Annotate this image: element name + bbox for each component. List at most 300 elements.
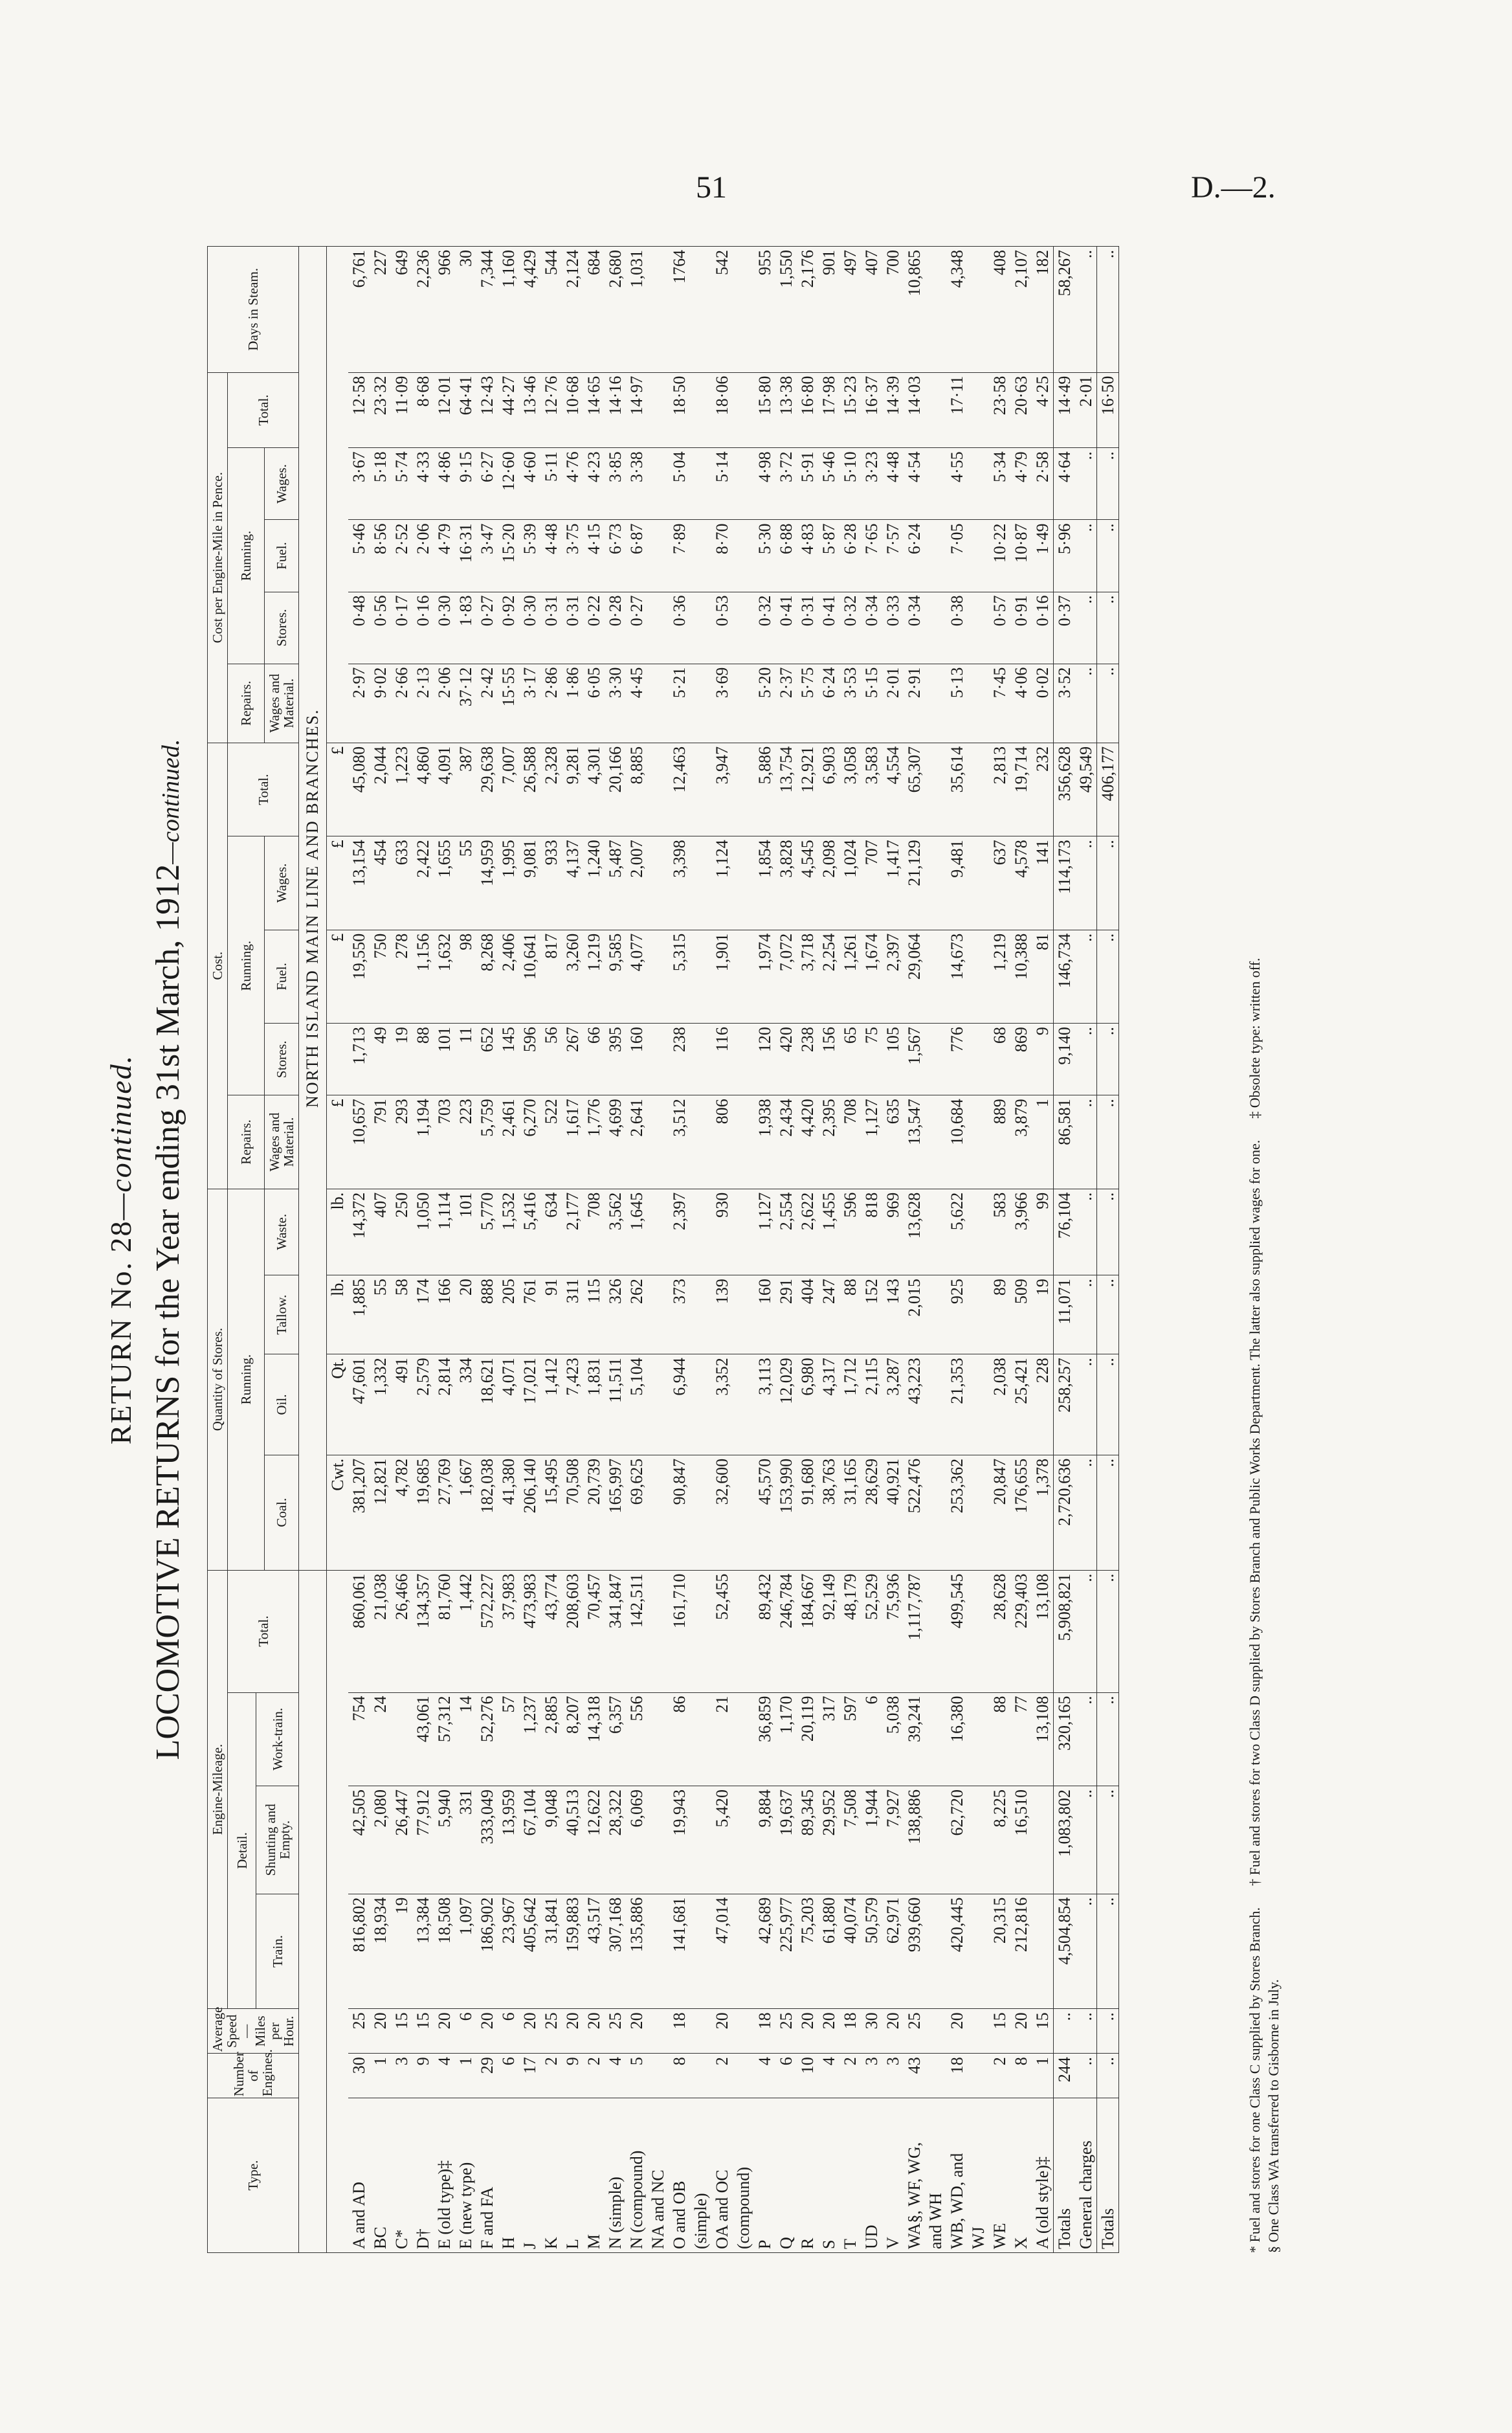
cell-tot: 49,549 <box>1075 743 1097 836</box>
cell-type: V <box>882 2098 904 2253</box>
cell-coal: 182,038 <box>476 1455 498 1570</box>
cell-wages <box>647 836 669 930</box>
cell-p_wag: 4·98 <box>754 448 775 520</box>
cell-p_tot: 16·37 <box>861 372 882 448</box>
cell-coal: 1,378 <box>1032 1455 1054 1570</box>
cell-oil: 47,601 <box>348 1354 370 1455</box>
cell-fuel: 1,219 <box>583 930 605 1023</box>
cell-stores: 869 <box>1010 1024 1032 1095</box>
cell-coal: 153,990 <box>775 1455 797 1570</box>
cell-days <box>690 247 711 373</box>
cell-type: E (old type)‡ <box>434 2098 455 2253</box>
header-work-train: Work-train. <box>256 1692 299 1786</box>
table-row <box>519 247 540 2253</box>
cell-tallow: 373 <box>669 1275 690 1354</box>
cell-days: 182 <box>1032 247 1054 373</box>
cell-p_fuel: 3·75 <box>562 520 583 592</box>
cell-p_rep: 5·75 <box>797 664 818 743</box>
header-oil: Oil. <box>265 1354 299 1455</box>
cell-p_fuel: .. <box>1075 520 1097 592</box>
cell-stores: 145 <box>498 1024 519 1095</box>
cell-speed: .. <box>1097 2009 1119 2054</box>
cell-rep: 889 <box>989 1095 1010 1189</box>
cell-work <box>925 1692 946 1786</box>
cell-train <box>968 1894 989 2009</box>
cell-wages: 454 <box>370 836 391 930</box>
cell-tallow: 404 <box>797 1275 818 1354</box>
cell-p_rep: 2·42 <box>476 664 498 743</box>
cell-speed: 20 <box>476 2009 498 2054</box>
cell-num <box>968 2054 989 2098</box>
cell-p_tot <box>925 372 946 448</box>
cell-num: 5 <box>626 2054 647 2098</box>
cell-train: 420,445 <box>946 1894 968 2009</box>
cell-type: (compound) <box>733 2098 754 2253</box>
cell-stores: 1,713 <box>348 1024 370 1095</box>
cell-stores: 11 <box>455 1024 476 1095</box>
cell-speed: 6 <box>455 2009 476 2054</box>
cell-oil: 334 <box>455 1354 476 1455</box>
cell-oil: 17,021 <box>519 1354 540 1455</box>
cell-days: 4,429 <box>519 247 540 373</box>
unit-oil: Qt. <box>327 1354 349 1455</box>
cell-shunt <box>647 1786 669 1894</box>
cell-shunt: 89,345 <box>797 1786 818 1894</box>
cell-coal: 27,769 <box>434 1455 455 1570</box>
cell-work: 52,276 <box>476 1692 498 1786</box>
cell-shunt: 5,420 <box>711 1786 733 1894</box>
cell-coal: 165,997 <box>605 1455 626 1570</box>
cell-tot: 1,223 <box>391 743 412 836</box>
cell-p_wag <box>647 448 669 520</box>
cell-speed: .. <box>1075 2009 1097 2054</box>
cell-coal: 381,207 <box>348 1455 370 1570</box>
cell-wages: 2,007 <box>626 836 647 930</box>
cell-tot <box>968 743 989 836</box>
cell-tot <box>690 743 711 836</box>
cell-days: 901 <box>818 247 839 373</box>
cell-total: 81,760 <box>434 1570 455 1692</box>
cell-coal: 4,782 <box>391 1455 412 1570</box>
header-detail: Detail. <box>228 1692 256 2009</box>
cell-p_st <box>968 592 989 664</box>
cell-stores: 156 <box>818 1024 839 1095</box>
cell-oil: 3,287 <box>882 1354 904 1455</box>
header-pence-stores: Stores. <box>265 592 299 664</box>
cell-fuel: 750 <box>370 930 391 1023</box>
cell-speed: 6 <box>498 2009 519 2054</box>
table-row <box>562 247 583 2253</box>
cell-stores: 652 <box>476 1024 498 1095</box>
cell-stores: 120 <box>754 1024 775 1095</box>
cell-coal: 38,763 <box>818 1455 839 1570</box>
cell-waste: 634 <box>540 1189 562 1275</box>
cell-total: 860,061 <box>348 1570 370 1692</box>
cell-train: 62,971 <box>882 1894 904 2009</box>
cell-work: 20,119 <box>797 1692 818 1786</box>
cell-p_st: 0·37 <box>1054 592 1076 664</box>
cell-tallow <box>647 1275 669 1354</box>
cell-fuel: 98 <box>455 930 476 1023</box>
cell-wages: 4,545 <box>797 836 818 930</box>
cell-wages: 9,081 <box>519 836 540 930</box>
footnote-2: † Fuel and stores for two Class D supplied by Stores Branch and Public Works Department. The latter also supplied wages for one. <box>1247 1139 1263 1886</box>
table-row <box>626 247 647 2253</box>
cell-num: 6 <box>775 2054 797 2098</box>
cell-stores: 101 <box>434 1024 455 1095</box>
cell-wages: 3,828 <box>775 836 797 930</box>
cell-stores: 116 <box>711 1024 733 1095</box>
header-pence-wages-material: Wages and Material. <box>265 664 299 743</box>
cell-p_rep: 4·45 <box>626 664 647 743</box>
cell-train: 135,886 <box>626 1894 647 2009</box>
cell-stores: 9,140 <box>1054 1024 1076 1095</box>
cell-shunt: 6,069 <box>626 1786 647 1894</box>
cell-speed: 18 <box>669 2009 690 2054</box>
cell-stores: 238 <box>669 1024 690 1095</box>
cell-p_rep: 6·05 <box>583 664 605 743</box>
cell-waste: 101 <box>455 1189 476 1275</box>
cell-total <box>690 1570 711 1692</box>
header-cost-total: Total. <box>228 743 299 836</box>
cell-p_tot: 14·49 <box>1054 372 1076 448</box>
cell-shunt <box>690 1786 711 1894</box>
cell-rep: 10,657 <box>348 1095 370 1189</box>
header-mileage-total: Total. <box>228 1570 299 1692</box>
cell-num: 2 <box>583 2054 605 2098</box>
cell-p_tot <box>690 372 711 448</box>
cell-train: 405,642 <box>519 1894 540 2009</box>
cell-oil: 5,104 <box>626 1354 647 1455</box>
cell-tallow: 205 <box>498 1275 519 1354</box>
cell-wages: .. <box>1097 836 1119 930</box>
cell-p_rep: 15·55 <box>498 664 519 743</box>
cell-num: .. <box>1075 2054 1097 2098</box>
cell-days: 684 <box>583 247 605 373</box>
cell-train <box>733 1894 754 2009</box>
cell-tot: 3,583 <box>861 743 882 836</box>
cell-shunt: 19,637 <box>775 1786 797 1894</box>
section-title: NORTH ISLAND MAIN LINE AND BRANCHES. <box>299 247 327 1571</box>
cell-total: 13,108 <box>1032 1570 1054 1692</box>
cell-shunt: 7,508 <box>839 1786 861 1894</box>
cell-coal <box>733 1455 754 1570</box>
cell-num: 244 <box>1054 2054 1076 2098</box>
cell-shunt: 62,720 <box>946 1786 968 1894</box>
cell-p_tot: 14·16 <box>605 372 626 448</box>
header-cost-per-mile: Cost per Engine-Mile in Pence. <box>208 372 228 743</box>
cell-train: 31,841 <box>540 1894 562 2009</box>
cell-wages: 21,129 <box>904 836 925 930</box>
cell-wages: 141 <box>1032 836 1054 930</box>
cell-shunt: 67,104 <box>519 1786 540 1894</box>
cell-train: 47,014 <box>711 1894 733 2009</box>
unit-stores <box>327 1024 349 1095</box>
cell-total <box>968 1570 989 1692</box>
table-title-text: LOCOMOTIVE RETURNS for the Year ending 31st March, 1912 <box>150 864 186 1760</box>
cell-shunt: 5,940 <box>434 1786 455 1894</box>
cell-coal: 522,476 <box>904 1455 925 1570</box>
cell-coal: 1,667 <box>455 1455 476 1570</box>
cell-type: O and OB <box>669 2098 690 2253</box>
cell-type: Totals <box>1097 2098 1119 2253</box>
cell-p_rep: 2·37 <box>775 664 797 743</box>
cell-p_fuel: 4·15 <box>583 520 605 592</box>
cell-p_rep: 3·52 <box>1054 664 1076 743</box>
cell-days: 2,107 <box>1010 247 1032 373</box>
cell-rep: 293 <box>391 1095 412 1189</box>
cell-coal <box>925 1455 946 1570</box>
header-train: Train. <box>256 1894 299 2009</box>
cell-p_rep: 5·13 <box>946 664 968 743</box>
cell-fuel: 1,261 <box>839 930 861 1023</box>
cell-oil: .. <box>1097 1354 1119 1455</box>
cell-days: 7,344 <box>476 247 498 373</box>
cell-rep: 10,684 <box>946 1095 968 1189</box>
cell-tallow: 58 <box>391 1275 412 1354</box>
cell-shunt: .. <box>1097 1786 1119 1894</box>
cell-wages: .. <box>1075 836 1097 930</box>
cell-wages: 114,173 <box>1054 836 1076 930</box>
cell-work: 16,380 <box>946 1692 968 1786</box>
cell-tot: 4,091 <box>434 743 455 836</box>
cell-p_rep: 2·97 <box>348 664 370 743</box>
cell-p_wag: 4·33 <box>412 448 434 520</box>
cell-train: 225,977 <box>775 1894 797 2009</box>
cell-num: 10 <box>797 2054 818 2098</box>
cell-train: 1,097 <box>455 1894 476 2009</box>
cell-rep: 5,759 <box>476 1095 498 1189</box>
cell-total: 208,603 <box>562 1570 583 1692</box>
cell-waste: 76,104 <box>1054 1189 1076 1275</box>
cell-speed: 20 <box>583 2009 605 2054</box>
cell-waste: 250 <box>391 1189 412 1275</box>
cell-num: 1 <box>1032 2054 1054 2098</box>
cell-num: 18 <box>946 2054 968 2098</box>
cell-train: 186,902 <box>476 1894 498 2009</box>
cell-p_wag: 4·54 <box>904 448 925 520</box>
cell-rep <box>925 1095 946 1189</box>
cell-coal: 45,570 <box>754 1455 775 1570</box>
cell-p_rep: 3·30 <box>605 664 626 743</box>
cell-p_fuel: 6·88 <box>775 520 797 592</box>
cell-p_tot: 8·68 <box>412 372 434 448</box>
cell-tallow: .. <box>1075 1275 1097 1354</box>
cell-tallow: 1,885 <box>348 1275 370 1354</box>
cell-tot: 20,166 <box>605 743 626 836</box>
return-title <box>104 246 138 2253</box>
table-row <box>1010 247 1032 2253</box>
cell-p_fuel <box>925 520 946 592</box>
cell-p_st: 0·28 <box>605 592 626 664</box>
cell-p_st <box>690 592 711 664</box>
cell-shunt: 19,943 <box>669 1786 690 1894</box>
cell-days: 1,031 <box>626 247 647 373</box>
cell-work <box>647 1692 669 1786</box>
cell-p_rep: .. <box>1075 664 1097 743</box>
cell-waste: 1,645 <box>626 1189 647 1275</box>
cell-oil <box>690 1354 711 1455</box>
cell-num <box>647 2054 669 2098</box>
cell-num: 4 <box>754 2054 775 2098</box>
cell-rep: 1,127 <box>861 1095 882 1189</box>
cell-shunt <box>925 1786 946 1894</box>
cell-tallow <box>733 1275 754 1354</box>
cell-speed: 25 <box>540 2009 562 2054</box>
cell-p_rep: 2·86 <box>540 664 562 743</box>
cell-work: .. <box>1097 1692 1119 1786</box>
cell-tallow: 291 <box>775 1275 797 1354</box>
cell-oil <box>647 1354 669 1455</box>
cell-waste <box>968 1189 989 1275</box>
cell-rep <box>733 1095 754 1189</box>
cell-tot: 2,328 <box>540 743 562 836</box>
cell-num: 43 <box>904 2054 925 2098</box>
cell-coal <box>647 1455 669 1570</box>
cell-p_tot: 15·80 <box>754 372 775 448</box>
header-cost-wages: Wages. <box>265 836 299 930</box>
cell-tallow <box>968 1275 989 1354</box>
cell-fuel <box>968 930 989 1023</box>
cell-shunt <box>1032 1786 1054 1894</box>
cell-coal: 206,140 <box>519 1455 540 1570</box>
cell-speed: 20 <box>882 2009 904 2054</box>
cell-stores: 9 <box>1032 1024 1054 1095</box>
cell-type: R <box>797 2098 818 2253</box>
cell-waste: 5,416 <box>519 1189 540 1275</box>
header-pence-fuel: Fuel. <box>265 520 299 592</box>
cell-p_rep: 5·20 <box>754 664 775 743</box>
cell-p_rep: 3·69 <box>711 664 733 743</box>
document-reference: D.—2. <box>1191 170 1276 205</box>
cell-work: 57 <box>498 1692 519 1786</box>
cell-train: 18,508 <box>434 1894 455 2009</box>
footnotes <box>1246 246 1283 2253</box>
cell-total: 229,403 <box>1010 1570 1032 1692</box>
cell-type: E (new type) <box>455 2098 476 2253</box>
cell-speed: 20 <box>946 2009 968 2054</box>
cell-num: .. <box>1097 2054 1119 2098</box>
cell-p_fuel: 5·30 <box>754 520 775 592</box>
cell-days <box>925 247 946 373</box>
cell-fuel: 10,388 <box>1010 930 1032 1023</box>
cell-p_rep: 5·15 <box>861 664 882 743</box>
cell-num: 2 <box>839 2054 861 2098</box>
cell-tot: 8,885 <box>626 743 647 836</box>
cell-work: 317 <box>818 1692 839 1786</box>
footnote-line-2 <box>1265 246 1284 2253</box>
cell-type: WJ <box>968 2098 989 2253</box>
cell-p_st: 0·41 <box>775 592 797 664</box>
cell-p_wag <box>925 448 946 520</box>
cell-p_rep <box>690 664 711 743</box>
cell-days: 544 <box>540 247 562 373</box>
cell-stores: 776 <box>946 1024 968 1095</box>
cell-p_wag: 3·23 <box>861 448 882 520</box>
header-qty-stores: Quantity of Stores. <box>208 1189 228 1570</box>
cell-fuel: 3,260 <box>562 930 583 1023</box>
cell-tallow: 143 <box>882 1275 904 1354</box>
cell-type: C* <box>391 2098 412 2253</box>
cell-days: 227 <box>370 247 391 373</box>
cell-speed: 20 <box>797 2009 818 2054</box>
cell-p_wag: 4·86 <box>434 448 455 520</box>
cell-speed: .. <box>1054 2009 1076 2054</box>
footnote-4: § One Class WA transferred to Gisborne in July. <box>1265 1979 1282 2253</box>
cell-p_rep: 0·02 <box>1032 664 1054 743</box>
cell-p_tot: 18·50 <box>669 372 690 448</box>
cell-type: A (old style)‡ <box>1032 2098 1054 2253</box>
cell-type: X <box>1010 2098 1032 2253</box>
cell-num <box>925 2054 946 2098</box>
cell-p_tot <box>647 372 669 448</box>
table-row <box>540 247 562 2253</box>
cell-p_fuel <box>647 520 669 592</box>
cell-stores: 66 <box>583 1024 605 1095</box>
cell-waste: 3,562 <box>605 1189 626 1275</box>
cell-work: 77 <box>1010 1692 1032 1786</box>
cell-p_fuel: 16·31 <box>455 520 476 592</box>
cell-days: 30 <box>455 247 476 373</box>
cell-fuel: 1,901 <box>711 930 733 1023</box>
cell-p_wag: 9·15 <box>455 448 476 520</box>
cell-stores: 395 <box>605 1024 626 1095</box>
cell-fuel: 1,974 <box>754 930 775 1023</box>
cell-wages: 1,995 <box>498 836 519 930</box>
cell-num: 3 <box>882 2054 904 2098</box>
cell-p_wag: .. <box>1097 448 1119 520</box>
cell-work: 8,207 <box>562 1692 583 1786</box>
cell-waste: 1,050 <box>412 1189 434 1275</box>
cell-wages: 633 <box>391 836 412 930</box>
cell-p_fuel: 4·79 <box>434 520 455 592</box>
cell-p_st: 0·92 <box>498 592 519 664</box>
cell-tot: 406,177 <box>1097 743 1119 836</box>
cell-type: WE <box>989 2098 1010 2253</box>
rotated-table-block <box>104 246 1320 2253</box>
header-cost-stores: Stores. <box>265 1024 299 1095</box>
cell-type: WA§, WF, WG, <box>904 2098 925 2253</box>
cell-work <box>690 1692 711 1786</box>
cell-train: 20,315 <box>989 1894 1010 2009</box>
cell-wages <box>690 836 711 930</box>
cell-speed: 30 <box>861 2009 882 2054</box>
table-row <box>412 247 434 2253</box>
cell-wages: 5,487 <box>605 836 626 930</box>
cell-wages: 707 <box>861 836 882 930</box>
cell-stores: 19 <box>391 1024 412 1095</box>
cell-coal: .. <box>1097 1455 1119 1570</box>
cell-p_tot: 17·98 <box>818 372 839 448</box>
cell-waste: 5,770 <box>476 1189 498 1275</box>
cell-rep: 13,547 <box>904 1095 925 1189</box>
cell-p_st: 0·38 <box>946 592 968 664</box>
cell-num: 2 <box>989 2054 1010 2098</box>
header-avg-speed: Average Speed—Miles per Hour. <box>208 2009 299 2054</box>
cell-stores: 68 <box>989 1024 1010 1095</box>
cell-coal: 91,680 <box>797 1455 818 1570</box>
cell-num <box>690 2054 711 2098</box>
cell-p_rep: 3·17 <box>519 664 540 743</box>
cell-speed: 25 <box>904 2009 925 2054</box>
cell-p_st: 0·16 <box>412 592 434 664</box>
cell-shunt: 333,049 <box>476 1786 498 1894</box>
table-row <box>818 247 839 2253</box>
cell-tot: 4,860 <box>412 743 434 836</box>
cell-rep: 1,776 <box>583 1095 605 1189</box>
cell-work: 13,108 <box>1032 1692 1054 1786</box>
cell-fuel: 1,219 <box>989 930 1010 1023</box>
